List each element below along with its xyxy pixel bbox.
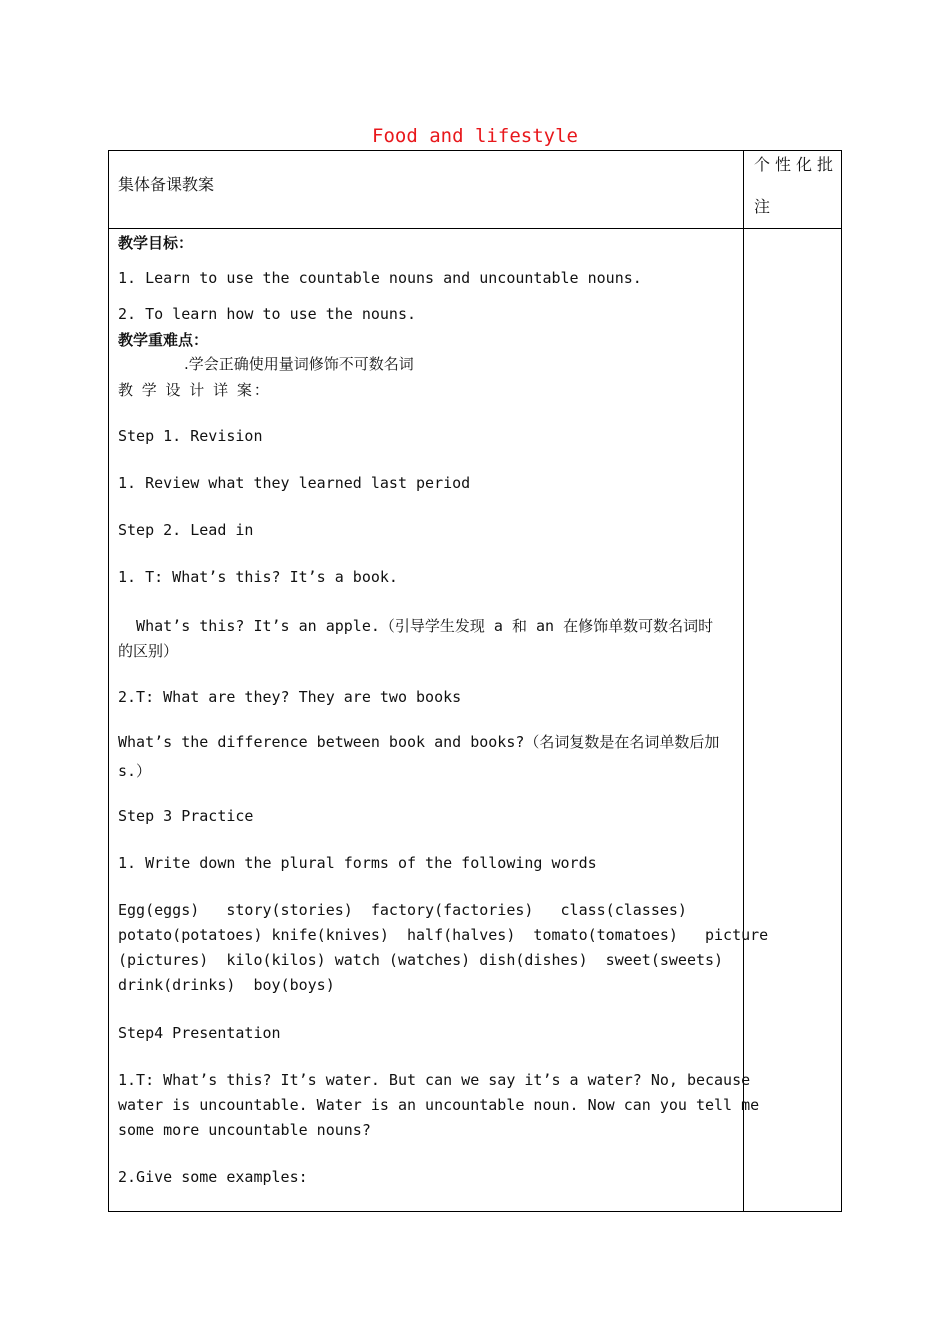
step-2-item-2b-line2: s.） <box>118 762 152 780</box>
table-border-top <box>108 150 842 151</box>
header-right-line1: 个性化批 <box>754 155 839 174</box>
lesson-plan-table <box>108 150 842 1212</box>
step-4-item-2: 2.Give some examples: <box>118 1168 308 1186</box>
step-2-item-1b-line2: 的区别） <box>118 642 179 660</box>
step-2-item-2: 2.T: What are they? They are two books <box>118 688 462 706</box>
table-row-divider <box>108 228 842 229</box>
step-1-item-1: 1. Review what they learned last period <box>118 474 471 492</box>
objective-2: 2. To learn how to use the nouns. <box>118 305 417 323</box>
words-line-2: potato(potatoes) knife(knives) half(halves) tomato(tomatoes) picture <box>118 926 769 944</box>
objective-1: 1. Learn to use the countable nouns and uncountable nouns. <box>118 269 642 287</box>
table-border-right <box>841 150 842 1212</box>
document-title: Food and lifestyle <box>372 125 578 147</box>
step-4-item-1-line2: water is uncountable. Water is an uncountable noun. Now can you tell me <box>118 1096 760 1114</box>
step-2-heading: Step 2. Lead in <box>118 521 254 539</box>
step-4-heading: Step4 Presentation <box>118 1024 281 1042</box>
table-border-left <box>108 150 109 1212</box>
step-4-item-1-line3: some more uncountable nouns? <box>118 1121 371 1139</box>
step-2-item-1b-line1: What’s this? It’s an apple.（引导学生发现 a 和 an 在修饰单数可数名词时 <box>118 617 714 635</box>
words-line-1: Egg(eggs) story(stories) factory(factories) class(classes) <box>118 901 687 919</box>
words-line-3: (pictures) kilo(kilos) watch (watches) dish(dishes) sweet(sweets) <box>118 951 724 969</box>
header-left-cell: 集体备课教案 <box>118 175 215 194</box>
step-2-item-2b-line1: What’s the difference between book and books?（名词复数是在名词单数后加 <box>118 733 720 751</box>
words-line-4: drink(drinks) boy(boys) <box>118 976 335 994</box>
step-1-heading: Step 1. Revision <box>118 427 263 445</box>
difficulty-1: .学会正确使用量词修饰不可数名词 <box>184 355 414 373</box>
step-2-item-1: 1. T: What’s this? It’s a book. <box>118 568 398 586</box>
table-column-divider <box>743 150 744 1212</box>
difficulty-heading: 教学重难点： <box>118 331 209 349</box>
step-3-heading: Step 3 Practice <box>118 807 254 825</box>
step-3-item-1: 1. Write down the plural forms of the following words <box>118 854 597 872</box>
header-right-line2: 注 <box>754 197 776 216</box>
objectives-heading: 教学目标： <box>118 234 194 252</box>
table-border-bottom <box>108 1211 842 1212</box>
step-4-item-1-line1: 1.T: What’s this? It’s water. But can we say it’s a water? No, because <box>118 1071 751 1089</box>
design-heading: 教 学 设 计 详 案： <box>118 381 271 399</box>
